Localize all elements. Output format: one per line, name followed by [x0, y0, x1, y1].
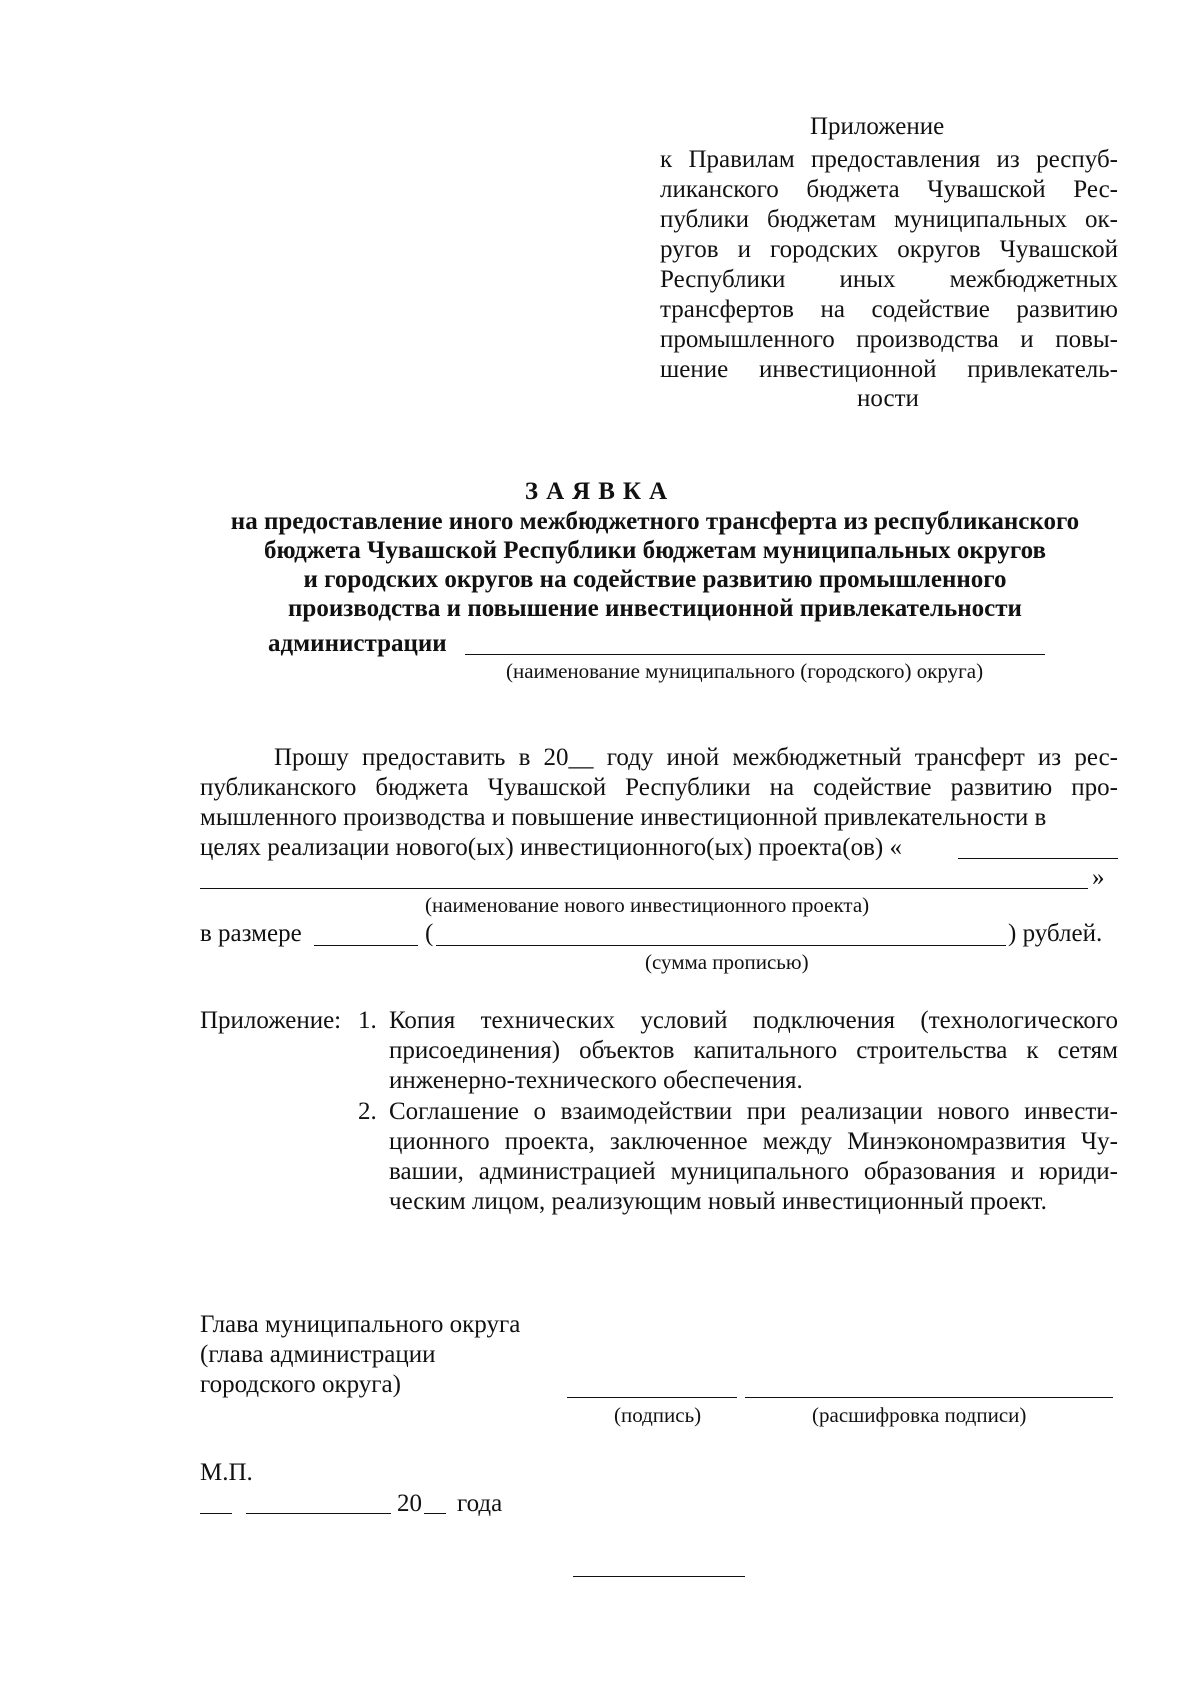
stamp-label: М.П. — [200, 1459, 253, 1486]
document-subtitle — [200, 507, 1110, 623]
appendix-title: Приложение — [810, 113, 945, 140]
request-line-4: целях реализации нового(ых) инвестиционного(ых) проекта(ов) « — [200, 834, 902, 861]
date-year-text: 20 — [397, 1490, 422, 1517]
signatory-line: (глава администрации — [200, 1341, 436, 1368]
attachment-line: Копия технических условий подключения (технологического — [389, 1007, 1118, 1034]
date-month-field[interactable] — [246, 1513, 391, 1514]
close-quote: » — [1092, 864, 1105, 891]
footer-divider — [573, 1576, 745, 1577]
appendix-text-last: ности — [857, 385, 919, 412]
signatory-line: Глава муниципального округа — [200, 1311, 521, 1338]
project-name-hint: (наименование нового инвестиционного проекта) — [425, 893, 870, 917]
signatory-line: городского округа) — [200, 1371, 401, 1398]
attachment-line: ционного проекта, заключенное между Минэкономразвития Чу- — [389, 1128, 1118, 1155]
signature-decode-hint: (расшифровка подписи) — [812, 1403, 1027, 1427]
admin-name-hint: (наименование муниципального (городского) округа) — [506, 659, 984, 683]
amount-suffix: ) рублей. — [1008, 920, 1103, 947]
attachment-line: инженерно-технического обеспечения. — [389, 1067, 803, 1094]
signature-decode-field[interactable] — [745, 1397, 1113, 1398]
admin-name-field[interactable] — [465, 654, 1045, 655]
date-year-field[interactable] — [424, 1513, 446, 1514]
subtitle-line: бюджета Чувашской Республики бюджетам муниципальных округов — [263, 537, 1047, 564]
attachment-item — [389, 1097, 1118, 1217]
subtitle-line: на предоставление иного межбюджетного трансферта из республиканского — [230, 508, 1080, 535]
attachment-number: 1. — [358, 1007, 377, 1034]
signature-field[interactable] — [567, 1397, 737, 1398]
signatory-title — [200, 1310, 520, 1400]
attachment-line: присоединения) объектов капитального строительства к сетям — [389, 1037, 1118, 1064]
request-paragraph: Прошу предоставить в 20__ году иной межбюджетный трансферт из рес- публиканского бюджета Чувашской Республики на содействие развитию про- мышленного производства и повышение инвестиционной привлекательности в — [200, 744, 1118, 831]
attachment-line: вашии, администрацией муниципального образования и юриди- — [389, 1158, 1118, 1185]
amount-words-field[interactable] — [436, 945, 1006, 946]
appendix-text: к Правилам предоставления из респуб- ликанского бюджета Чувашской Рес- публики бюджетам муниципальных ок- ругов и городских округов Чувашской Республики иных межбюджетных трансфертов на содействие развитию промышленного производства и повы- шение инвестиционной привлекатель- — [660, 146, 1118, 383]
admin-label: администрации — [268, 630, 447, 657]
project-name-field-start[interactable] — [958, 858, 1118, 859]
date-year-suffix: года — [457, 1490, 503, 1517]
subtitle-line: и городских округов на содействие развитию промышленного — [303, 566, 1007, 593]
attachment-item — [389, 1006, 1118, 1096]
amount-open-paren: ( — [425, 920, 434, 947]
attachment-number: 2. — [358, 1098, 377, 1125]
attachments-label: Приложение: — [200, 1007, 342, 1034]
amount-words-hint: (сумма прописью) — [645, 950, 809, 974]
signature-hint: (подпись) — [614, 1403, 702, 1427]
document-title: ЗАЯВКА — [524, 478, 676, 505]
project-name-field[interactable] — [200, 888, 1088, 889]
amount-label: в размере — [200, 920, 302, 947]
amount-number-field[interactable] — [314, 945, 418, 946]
subtitle-line: производства и повышение инвестиционной привлекательности — [288, 595, 1022, 622]
date-day-field[interactable] — [200, 1513, 232, 1514]
attachment-line: Соглашение о взаимодействии при реализации нового инвести- — [389, 1098, 1118, 1125]
attachment-line: ческим лицом, реализующим новый инвестиционный проект. — [389, 1188, 1047, 1215]
